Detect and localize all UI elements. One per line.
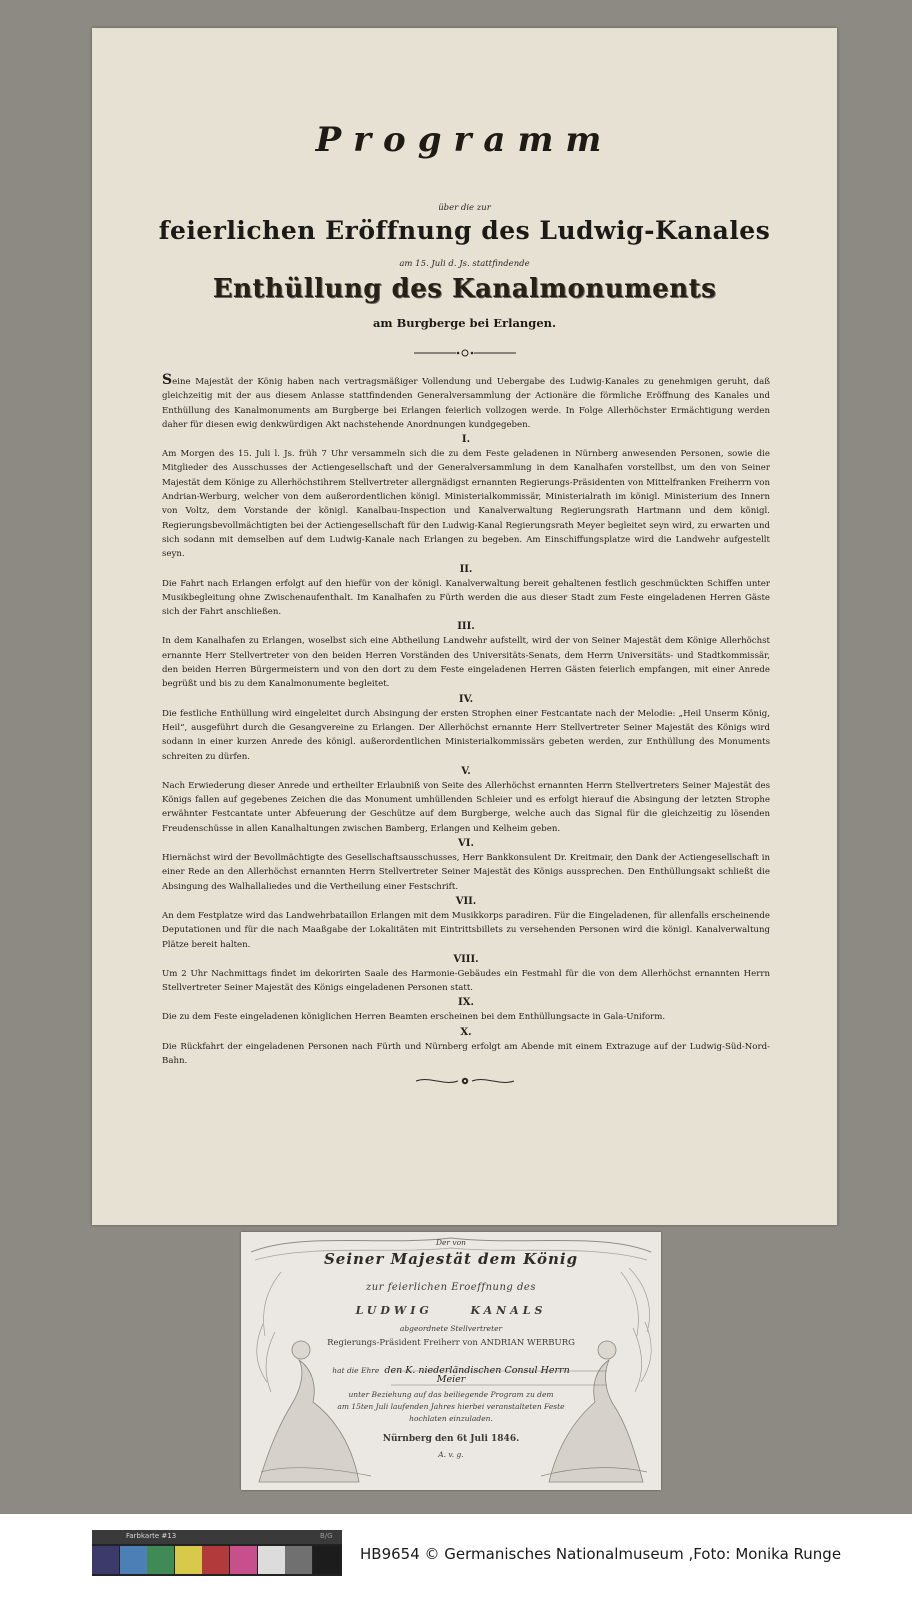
section-numeral: IV. (458, 693, 474, 705)
card-signature: A. v. g. (438, 1450, 464, 1459)
color-swatch (230, 1546, 257, 1574)
color-swatch (285, 1546, 312, 1574)
section-text: Die Rückfahrt der eingeladenen Personen nach Fürth und Nürnberg erfolgt am Abende mit einem Extrazuge auf der Ludwig-Süd-Nord-Bahn. (162, 1041, 770, 1066)
poster-body (162, 373, 770, 1068)
card-handwritten-recipient: den K. niederländischen Consul Herrn (384, 1365, 570, 1376)
section-numeral: V. (461, 765, 471, 777)
section-numeral: X. (460, 1026, 472, 1038)
poster-intro: Seine Majestät der König haben nach vertragsmäßiger Vollendung und Uebergabe des Ludwig-Kanales zu genehmigen geruht, daß gleichzeitig mit der aus diesem Anlasse stattfindenden Generalversammlung der Actionäre die förmliche Eröffnung des Kanales und Enthüllung des Kanalmonuments am Burgberge bei Erlangen feierlich vollzogen werde. In Folge Allerhöchster Ermächtigung werden daher für diesen ewig denkwürdigen Akt nachstehende Anordnungen kundgegeben. (162, 372, 770, 430)
invitation-card (241, 1232, 661, 1490)
poster-headline-2: Enthüllung des Kanalmonuments (212, 274, 717, 304)
color-swatch (313, 1546, 340, 1574)
section-text: Nach Erwiederung dieser Anrede und ertheilter Erlaubniß von Seite des Allerhöchst ernannten Herrn Stellvertreters Seiner Majestät des Königs fallen auf gegebenes Zeichen die das Monument umhüllenden Schleier und es erfolgt hierauf die Absingung der letzten Strophe erwähnter Festcantate unter Abfeuerung der Geschütze auf dem Burgberge, welche auch das Signal für die gleichzeitig zu lösenden Freudenschüsse in allen Kanalhaltungen zwischen Bamberg, Erlangen und Kelheim geben. (162, 780, 770, 834)
color-chart-header (92, 1530, 342, 1544)
card-line-10: am 15ten Juli laufenden Jahres hierbei veranstalteten Feste (337, 1402, 565, 1411)
section-numeral: IX. (458, 997, 474, 1009)
section-text: Am Morgen des 15. Juli l. Js. früh 7 Uhr versammeln sich die zu dem Feste geladenen in Nürnberg anwesenden Personen, sowie die Mitglieder des Ausschusses der Actiengesellschaft und der Generalversammlung in dem Kanalhafen vorstellbst, um den von Seiner Majestät dem Könige zu Allerhöchstihrem Stellvertreter allergnädigst ernannten Regierungs-Präsidenten von Mittelfranken Freiherrn von Andrian-Werburg, welcher von dem außerordentlichen königl. Ministerialkommissär, Ministerialrath im königl. Ministerium des Innern von Voltz, dem Vorstande der königl. Kanalbau-Inspection und Kanalverwaltung Regierungsrath Hartmann und dem königl. Regierungsbevollmächtigten bei der Actiengesellschaft für den Ludwig-Kanal Regierungsrath Meyer begleitet seyn wird, zu erwarten und sich sodann mit demselben auf dem Ludwig-Kanale nach Erlangen zu begeben. Am Einschiffungsplatze wird die Landwehr aufgestellt seyn. (162, 449, 770, 560)
footer-strip (0, 1514, 912, 1600)
poster-subtitle-2: am 15. Juli d. Js. stattfindende (399, 259, 530, 269)
section-numeral: I. (461, 434, 471, 446)
color-swatch (120, 1546, 147, 1574)
card-line-11: hochlaten einzuladen. (409, 1414, 493, 1423)
section-numeral: VIII. (453, 953, 479, 965)
card-line-4 (241, 1304, 661, 1317)
section-text: Um 2 Uhr Nachmittags findet im dekorirten Saale des Harmonie-Gebäudes ein Festmahl für die von dem Allerhöchst ernannten Herrn Stellvertreter Seiner Majestät des Königs eingeladenen Personen statt. (162, 968, 770, 994)
color-chart-label: Farbkarte #13 (126, 1532, 177, 1540)
color-swatch (92, 1546, 119, 1574)
card-line-1: Der von (435, 1238, 466, 1247)
color-swatch (175, 1546, 202, 1574)
ornament-divider-bottom (92, 1072, 837, 1091)
section-text: Die festliche Enthüllung wird eingeleitet durch Absingung der ersten Strophen einer Festcantate nach der Melodie: „Heil Unserm König, Heil“, ausgeführt durch die Gesangvereine zu Erlangen. Der Allerhöchst ernannte Herr Stellvertreter Seiner Majestät des Königs wird sodann in einer kurzen Anrede des königl. außerordentlichen Ministerialkommissärs gebeten werden, zur Enthüllung des Monuments schreiten zu dürfen. (162, 708, 770, 762)
ornament-divider-top (92, 343, 837, 362)
section-numeral: II. (459, 563, 473, 575)
section-numeral: VI. (458, 838, 474, 850)
card-line-6: Regierungs-Präsident Freiherr von ANDRIAN WERBURG (327, 1338, 575, 1348)
color-swatch (202, 1546, 229, 1574)
poster-headline-1: feierlichen Eröffnung des Ludwig-Kanales (158, 216, 771, 245)
color-chart-number: B/G (320, 1532, 333, 1540)
color-swatch (147, 1546, 174, 1574)
photo-credit: HB9654 © Germanisches Nationalmuseum ,Foto: Monika Runge (360, 1545, 842, 1563)
poster-sheet (92, 28, 837, 1225)
card-handwritten-name: Meier (436, 1374, 466, 1385)
section-text: Die Fahrt nach Erlangen erfolgt auf den hiefür von der königl. Kanalverwaltung bereit gehaltenen festlich geschmückten Schiffen unter Musikbegleitung ohne Zwischenaufenthalt. Im Kanalhafen zu Fürth werden die aus dieser Stadt zum Feste eingeladenen Herren Gäste sich der Fahrt anschließen. (162, 578, 770, 618)
poster-headline-3: am Burgberge bei Erlangen. (372, 316, 557, 330)
section-text: An dem Festplatze wird das Landwehrbataillon Erlangen mit dem Musikkorps paradiren. Für die Eingeladenen, für allenfalls erscheinende Deputationen und für die nach Maaßgabe der Lokalitäten mit Eintrittsbillets zu versehenden Personen wird die königl. Kanalverwaltung Plätze bereit halten. (162, 910, 770, 950)
section-text: Hiernächst wird der Bevollmächtigte des Gesellschaftsausschusses, Herr Bankkonsulent Dr. Kreitmair, den Dank der Actiengesellschaft in einer Rede an den Allerhöchst ernannten Herrn Stellvertreter Seiner Majestät des Königs aussprechen. Den Enthüllungsakt schließt die Absingung des Walhallaliedes und die Vertheilung einer Festschrift. (162, 853, 770, 892)
card-line-9: unter Beziehung auf das beiliegende Program zu dem (348, 1390, 554, 1399)
card-date: Nürnberg den 6t Juli 1846. (382, 1434, 520, 1444)
card-kanals: KANALS (470, 1304, 547, 1317)
poster-title: Programm (315, 120, 614, 160)
section-numeral: III. (457, 621, 475, 633)
card-ludwig: LUDWIG (355, 1304, 433, 1317)
poster-subtitle-1: über die zur (438, 203, 491, 213)
section-text: In dem Kanalhafen zu Erlangen, woselbst sich eine Abtheilung Landwehr aufstellt, wird der von Seiner Majestät dem Könige Allerhöchst ernannte Herr Stellvertreter von den beiden Herren Vorständen des Universitäts-Senats, dem Herrn Universitäts- und Stadtkommissär, den beiden Herren Bürgermeistern und von den dort zu dem Feste eingeladenen Herren Gästen feierlich empfangen, mit einer Anrede begrüßt und bis zu dem Kanalmonumente begleitet. (162, 636, 770, 690)
section-text: Die zu dem Feste eingeladenen königlichen Herren Beamten erscheinen bei dem Enthüllungsacte in Gala-Uniform. (162, 1012, 666, 1023)
color-chart (92, 1530, 342, 1576)
color-swatch (258, 1546, 285, 1574)
card-hat-die-ehre: hat die Ehre (332, 1366, 380, 1375)
section-numeral: VII. (455, 895, 477, 907)
card-line-3: zur feierlichen Eroeffnung des (366, 1282, 536, 1293)
card-line-5: abgeordnete Stellvertreter (399, 1324, 503, 1333)
card-line-2: Seiner Majestät dem König (323, 1250, 579, 1268)
